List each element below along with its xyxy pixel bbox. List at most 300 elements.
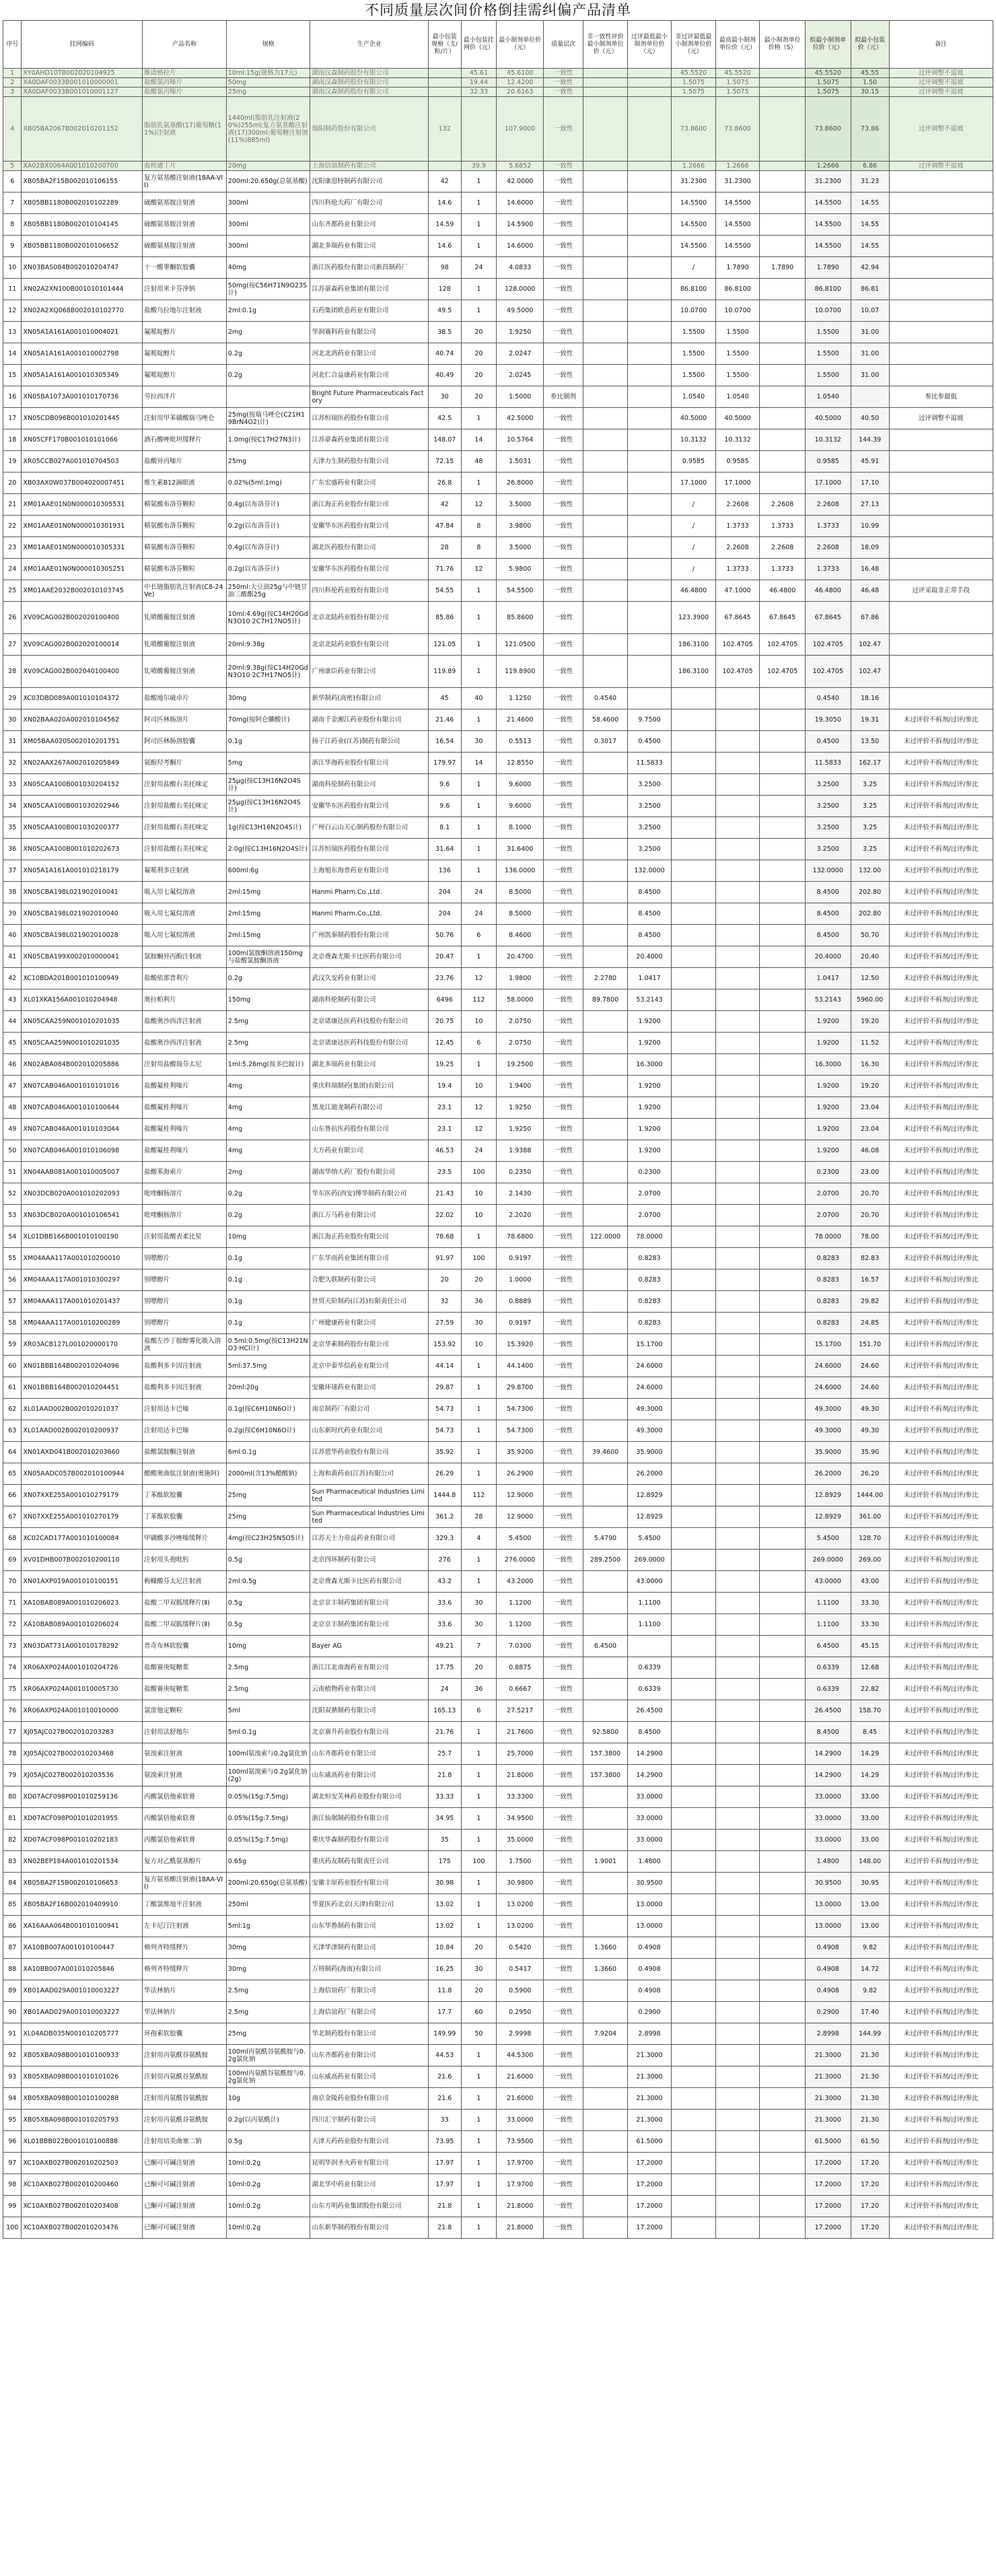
table-cell: 0.4500 (627, 731, 672, 753)
table-cell: 未过评价不拆剂/过评/参比 (889, 2131, 993, 2153)
table-cell: 33.6 (428, 1614, 461, 1636)
table-cell: 一致性 (544, 2174, 583, 2196)
table-cell: 21.6000 (497, 2066, 544, 2088)
table-row (3, 968, 993, 989)
table-cell: 丙酸氯倍他索软膏 (143, 1830, 227, 1851)
table-cell: 50.70 (851, 925, 889, 946)
table-cell: XN05CFF170B001010101066 (22, 429, 143, 451)
table-cell: / (672, 537, 716, 559)
table-cell: 276 (428, 1550, 461, 1571)
table-cell: 34 (3, 796, 22, 817)
table-cell: 四川科伦大药厂有限公司 (310, 193, 428, 214)
table-cell: 0.9585 (805, 451, 851, 473)
table-cell: / (672, 516, 716, 537)
table-cell: 6ml:0.1g (226, 1442, 310, 1463)
table-cell (583, 300, 628, 322)
table-cell: 144.99 (851, 2023, 889, 2045)
table-cell: 未过评价不拆剂/过评/参比 (889, 1743, 993, 1765)
table-cell: 2.1430 (497, 1183, 544, 1205)
table-cell (672, 2088, 716, 2110)
table-cell: 1 (461, 2174, 497, 2196)
table-cell (715, 2217, 760, 2239)
table-cell (760, 1420, 806, 1442)
table-cell: 72.15 (428, 451, 461, 473)
table-cell: 61.50 (851, 2131, 889, 2153)
table-cell (760, 343, 806, 365)
table-cell (760, 451, 806, 473)
table-cell: XN05CBA198L021902010041 (22, 882, 143, 903)
table-body (3, 69, 993, 2239)
table-cell: 华夏医药北京(天津)有限公司 (310, 1894, 428, 1916)
table-cell: 盐酸左沙丁胺醇雾化吸入溶液 (143, 1334, 227, 1356)
table-cell: 29.8700 (497, 1377, 544, 1399)
table-cell (760, 903, 806, 925)
table-cell: 128 (428, 279, 461, 300)
table-cell (760, 1506, 806, 1528)
table-cell (760, 1873, 806, 1894)
table-cell: 别嘌醇片 (143, 1313, 227, 1334)
table-cell: 33.00 (851, 1830, 889, 1851)
table-row (3, 451, 993, 473)
table-cell: 一致性 (544, 1205, 583, 1226)
table-cell (672, 1873, 716, 1894)
table-cell (715, 2196, 760, 2217)
table-cell (760, 1291, 806, 1313)
table-cell: 10.99 (851, 516, 889, 537)
table-cell: 未过评价不拆剂/过评/参比 (889, 1636, 993, 1657)
table-cell: 一致性 (544, 300, 583, 322)
table-cell: 吸入用七氟烷溶液 (143, 903, 227, 925)
table-cell (715, 1916, 760, 1937)
table-cell: 45.5520 (715, 69, 760, 78)
table-cell: 95 (3, 2110, 22, 2131)
table-cell: 一致性 (544, 753, 583, 774)
table-cell (627, 97, 672, 162)
table-cell (583, 1463, 628, 1485)
table-cell: XA16AAA064B001010100941 (22, 1916, 143, 1937)
table-cell: 13.0000 (805, 1894, 851, 1916)
table-cell (672, 688, 716, 709)
table-cell: 21.30 (851, 2045, 889, 2066)
table-cell: 1 (461, 236, 497, 257)
table-cell (715, 688, 760, 709)
table-row (3, 709, 993, 731)
table-cell (672, 1614, 716, 1636)
table-cell: 30.95 (851, 1873, 889, 1894)
table-cell (851, 386, 889, 408)
table-cell: 14.5500 (805, 193, 851, 214)
table-cell: 148.07 (428, 429, 461, 451)
table-cell: 15.1700 (805, 1334, 851, 1356)
table-cell: 未过评价不拆剂/过评/参比 (889, 903, 993, 925)
table-cell: 35 (3, 817, 22, 839)
table-cell: 劳拉西泮片 (143, 386, 227, 408)
table-cell: 0.4908 (805, 1959, 851, 1980)
table-cell: 注射用盐酸右美托咪定 (143, 839, 227, 860)
table-cell: 1 (461, 1722, 497, 1743)
table-cell: 24.6000 (627, 1377, 672, 1399)
table-cell: 60 (461, 2002, 497, 2023)
table-cell: 未过评价不拆剂/过评/参比 (889, 1830, 993, 1851)
table-cell: 河北北鸿药业有限公司 (310, 343, 428, 365)
table-cell: XN05BA1073A001010170736 (22, 386, 143, 408)
table-cell: 0.5420 (497, 1937, 544, 1959)
table-cell: 26.8 (428, 473, 461, 494)
table-row (3, 1356, 993, 1377)
table-cell: 注射用盐酸表柔比星 (143, 1226, 227, 1248)
table-cell: 0.4g(以布洛芬计) (226, 494, 310, 516)
table-cell: 1 (461, 817, 497, 839)
table-cell (627, 78, 672, 88)
table-cell: 一致性 (544, 1636, 583, 1657)
table-cell: 盐酸依那普利片 (143, 968, 227, 989)
table-cell: 43.0000 (627, 1571, 672, 1593)
table-cell: 23.04 (851, 1119, 889, 1140)
table-cell: 28 (461, 1506, 497, 1528)
table-cell: 17.2000 (805, 2174, 851, 2196)
table-cell (889, 656, 993, 688)
table-cell: 42.94 (851, 257, 889, 279)
table-cell: 江苏豪森药业集团有限公司 (310, 429, 428, 451)
table-cell: 14.2900 (805, 1743, 851, 1765)
table-cell: 1.5031 (497, 451, 544, 473)
table-cell: 未过评价不拆剂/过评/参比 (889, 946, 993, 968)
table-cell: 一致性 (544, 1980, 583, 2002)
table-cell: 36 (461, 1291, 497, 1313)
table-cell: XC10AXB027B002010200460 (22, 2174, 143, 2196)
table-cell: 1 (461, 860, 497, 882)
table-cell: 盐酸异丙嗪片 (143, 451, 227, 473)
table-cell: 20 (461, 386, 497, 408)
table-cell (760, 1011, 806, 1033)
table-cell: 36 (3, 839, 22, 860)
table-cell: XN01BBB164B002010204451 (22, 1377, 143, 1399)
table-cell (715, 1291, 760, 1313)
table-cell: 23.1 (428, 1119, 461, 1140)
table-cell: 10ml:0.2g (226, 2196, 310, 2217)
table-cell: 5ml:37.5mg (226, 1356, 310, 1377)
table-cell: 151.70 (851, 1334, 889, 1356)
table-cell (889, 193, 993, 214)
table-row (3, 537, 993, 559)
table-cell: 一致性 (544, 1916, 583, 1937)
table-cell: 23.04 (851, 1097, 889, 1119)
table-cell: 21.3000 (627, 2088, 672, 2110)
table-cell: 1 (461, 709, 497, 731)
table-cell (889, 559, 993, 580)
table-cell: 30 (461, 1614, 497, 1636)
table-cell: 78 (3, 1743, 22, 1765)
table-cell: 16.48 (851, 559, 889, 580)
table-cell: 山东鲁抗医药股份有限公司 (310, 1119, 428, 1140)
table-cell: 14.5500 (672, 236, 716, 257)
table-cell: 20 (428, 1269, 461, 1291)
table-cell (760, 731, 806, 753)
table-cell: XM04AAA117A001010200010 (22, 1248, 143, 1269)
table-cell: XN07CAB046A001010100644 (22, 1097, 143, 1119)
table-cell (715, 1269, 760, 1291)
table-cell: 13.0200 (497, 1916, 544, 1937)
table-cell (715, 2174, 760, 2196)
table-cell: 精氨酸布洛芬颗粒 (143, 559, 227, 580)
table-cell: 一致性 (544, 1076, 583, 1097)
table-cell (583, 2174, 628, 2196)
table-cell: 2000ml(含13%醋酸钠) (226, 1463, 310, 1485)
table-cell (715, 1377, 760, 1399)
table-cell: 20ml:9.38g (226, 634, 310, 656)
table-cell: 一致性 (544, 1011, 583, 1033)
table-cell (583, 343, 628, 365)
table-row (3, 1226, 993, 1248)
table-cell: 13.02 (428, 1916, 461, 1937)
table-cell: 11.8 (428, 1980, 461, 2002)
table-row (3, 88, 993, 97)
table-cell: 9.82 (851, 1980, 889, 2002)
table-cell (889, 537, 993, 559)
table-cell (760, 946, 806, 968)
table-cell (760, 2002, 806, 2023)
table-cell: 2.9998 (497, 2023, 544, 2045)
table-cell: 100ml氯胺酮溶液150mg与盐酸氯胺酮溶液 (226, 946, 310, 968)
table-cell (715, 968, 760, 989)
table-cell: 1 (461, 1830, 497, 1851)
table-cell (715, 1722, 760, 1743)
table-row (3, 1743, 993, 1765)
table-cell: 未过评价不拆剂/过评/参比 (889, 839, 993, 860)
table-cell: 1 (461, 473, 497, 494)
table-cell: 31.00 (851, 343, 889, 365)
table-cell: 未过评价不拆剂/过评/参比 (889, 1205, 993, 1226)
table-cell: 25μg(按C13H16N2O4S计) (226, 796, 310, 817)
table-cell: 54.7300 (497, 1420, 544, 1442)
column-header: 非一致性评价最小制剂单位价（元） (583, 21, 628, 69)
table-cell: 注射用盐酸右美托咪定 (143, 817, 227, 839)
table-cell: 12 (461, 494, 497, 516)
table-cell: 未过评价不拆剂/过评/参比 (889, 1269, 993, 1291)
table-row (3, 1119, 993, 1140)
table-cell: 新华制药(高密)有限公司 (310, 688, 428, 709)
table-cell: 49.30 (851, 1399, 889, 1420)
table-cell (627, 193, 672, 214)
table-cell: 2mg (226, 322, 310, 343)
table-cell (760, 193, 806, 214)
table-cell: 17.2000 (627, 2153, 672, 2174)
table-cell: 59 (3, 1334, 22, 1356)
table-cell (672, 1808, 716, 1830)
table-cell: 8.1 (428, 817, 461, 839)
table-cell: 89.7800 (583, 989, 628, 1011)
table-cell: 0.1g(按C6H10N6O计) (226, 1399, 310, 1420)
table-cell: 21.8 (428, 2217, 461, 2239)
table-cell: XC10BDA201B001010100949 (22, 968, 143, 989)
table-cell (627, 559, 672, 580)
table-cell: 67.8645 (760, 602, 806, 634)
table-cell: 复方对乙酰氨基酚片 (143, 1851, 227, 1873)
table-cell: 25mg (226, 88, 310, 97)
table-cell (627, 322, 672, 343)
table-cell: 12.8929 (627, 1506, 672, 1528)
table-cell: 2ml:15mg (226, 903, 310, 925)
table-cell (760, 860, 806, 882)
table-cell: 10.07 (851, 300, 889, 322)
table-cell: 9.6 (428, 774, 461, 796)
table-cell: 未过评价不拆剂/过评/参比 (889, 2066, 993, 2088)
table-cell: 1ml:5.26mg(按多巴胺计) (226, 1054, 310, 1076)
table-cell: 21.3000 (627, 2045, 672, 2066)
table-cell (672, 1119, 716, 1140)
table-cell (715, 2131, 760, 2153)
table-cell: 157.3800 (583, 1765, 628, 1786)
table-row (3, 386, 993, 408)
table-cell: 2.0700 (805, 1205, 851, 1226)
table-cell: 17.2000 (805, 2153, 851, 2174)
table-cell: 0.2g(以丙氨酰计) (226, 2110, 310, 2131)
table-cell: 1.9388 (497, 1140, 544, 1162)
table-cell: 盐酸苯海索片 (143, 1162, 227, 1183)
table-cell: 27 (3, 634, 22, 656)
table-cell: 盐酸奥沙西泮注射液 (143, 1011, 227, 1033)
column-header: 挂网编码 (22, 21, 143, 69)
table-cell: 10ml:4.69g(按C14H20GdN3O10·2C7H17NO5计) (226, 602, 310, 634)
table-cell (583, 162, 628, 171)
table-cell: 一致性 (544, 88, 583, 97)
table-cell: 未过评价不拆剂/过评/参比 (889, 1420, 993, 1442)
table-cell: 0.2300 (805, 1162, 851, 1183)
table-cell: 一致性 (544, 1463, 583, 1485)
table-cell: 63 (3, 1420, 22, 1442)
table-cell: 12 (461, 1119, 497, 1140)
table-row (3, 2131, 993, 2153)
table-cell: 150mg (226, 989, 310, 1011)
table-cell: 21.6000 (497, 2088, 544, 2110)
table-cell (889, 236, 993, 257)
table-cell: 21.3000 (805, 2045, 851, 2066)
table-cell: 一致性 (544, 2066, 583, 2088)
table-cell: 2.0247 (497, 343, 544, 365)
table-cell: 江苏恒瑞医药股份有限公司 (310, 839, 428, 860)
table-cell: XV01DHB007B002010200110 (22, 1550, 143, 1571)
table-cell (672, 925, 716, 946)
table-cell: 氯雷他定颗粒 (143, 1700, 227, 1722)
table-cell: 60 (3, 1356, 22, 1377)
table-cell: 一致性 (544, 709, 583, 731)
table-cell (583, 2217, 628, 2239)
table-cell: 20 (461, 1980, 497, 2002)
table-cell (583, 2088, 628, 2110)
table-cell: 47.1000 (715, 580, 760, 602)
table-cell: 氟哌啶醇片 (143, 322, 227, 343)
table-cell (583, 656, 628, 688)
table-cell: 一致性 (544, 1786, 583, 1808)
table-cell: 0.8283 (627, 1313, 672, 1334)
table-cell: 14.5500 (805, 236, 851, 257)
table-cell (715, 1528, 760, 1550)
table-cell: 1.5500 (805, 322, 851, 343)
table-cell: 安徽华东医药股份有限公司 (310, 516, 428, 537)
table-cell: 0.6339 (627, 1679, 672, 1700)
table-cell: XN05CBA198L021902010040 (22, 903, 143, 925)
table-row (3, 925, 993, 946)
table-cell: XJ05AJC027B002010203283 (22, 1722, 143, 1743)
table-cell: 40 (3, 925, 22, 946)
table-cell: 0.3017 (583, 731, 628, 753)
table-cell: 未过评价不拆剂/过评/参比 (889, 1054, 993, 1076)
table-cell: XM04AAA117A001010300297 (22, 1269, 143, 1291)
table-cell (672, 1571, 716, 1593)
table-cell (226, 386, 310, 408)
table-cell (672, 1657, 716, 1679)
table-cell: 8.4500 (627, 903, 672, 925)
table-cell: 8.4500 (805, 1722, 851, 1743)
table-cell: 31.2300 (805, 171, 851, 193)
table-cell (760, 1119, 806, 1140)
table-cell (715, 753, 760, 774)
table-cell: 25mg(按瑞马唑仑(C21H19BrN4O2)计) (226, 408, 310, 429)
table-cell (672, 2217, 716, 2239)
table-cell: 58.0000 (497, 989, 544, 1011)
table-row (3, 1894, 993, 1916)
table-cell: XC03DBD089A001010104372 (22, 688, 143, 709)
table-cell: 一致性 (544, 69, 583, 78)
table-cell: 过评调整不退坡 (889, 88, 993, 97)
table-cell: Sun Pharmaceutical Industries Limited (310, 1506, 428, 1528)
table-cell: 112 (461, 989, 497, 1011)
table-cell: 安徽环球药业有限公司 (310, 1377, 428, 1399)
table-cell: 1g(按C13H16N2O4S计) (226, 817, 310, 839)
table-row (3, 214, 993, 236)
table-cell: 14.5900 (497, 214, 544, 236)
table-row (3, 1765, 993, 1786)
table-cell: 3.25 (851, 817, 889, 839)
table-cell: 浙江医药股份有限公司新昌制药厂 (310, 257, 428, 279)
table-cell: 北京北陆药业股份有限公司 (310, 602, 428, 634)
table-cell: 未过评价不拆剂/过评/参比 (889, 817, 993, 839)
table-cell: 132.0000 (805, 860, 851, 882)
table-cell: 42 (3, 968, 22, 989)
table-cell: 一致性 (544, 1054, 583, 1076)
table-cell: XL01BBB022B001010100888 (22, 2131, 143, 2153)
table-cell: 丙酸氯倍他索软膏 (143, 1786, 227, 1808)
table-cell: 1.4800 (627, 1851, 672, 1873)
table-cell (889, 343, 993, 365)
table-cell: 49 (3, 1119, 22, 1140)
table-row (3, 322, 993, 343)
table-cell: 硫酸氨基胺注射液 (143, 236, 227, 257)
table-cell: 40.5000 (805, 408, 851, 429)
table-cell (583, 1980, 628, 2002)
table-cell: 14.5500 (672, 193, 716, 214)
table-cell (672, 1528, 716, 1550)
table-cell: 12.8550 (497, 753, 544, 774)
table-cell: 26.4500 (627, 1700, 672, 1722)
table-row (3, 1399, 993, 1420)
table-cell (672, 1485, 716, 1506)
table-cell: 0.8283 (627, 1291, 672, 1313)
table-cell: 20mg (226, 162, 310, 171)
table-cell: 未过评价不拆剂/过评/参比 (889, 1463, 993, 1485)
table-cell: 65 (3, 1463, 22, 1485)
table-cell: 10g (226, 2088, 310, 2110)
table-cell (760, 1916, 806, 1937)
table-cell: 2 (3, 78, 22, 88)
table-cell: XN05A1A161A001010305349 (22, 365, 143, 386)
table-cell: 61 (3, 1377, 22, 1399)
table-cell (627, 1636, 672, 1657)
table-cell: 一致性 (544, 968, 583, 989)
table-cell: 20.40 (851, 946, 889, 968)
table-cell (672, 709, 716, 731)
table-cell: 湖南汉森制药股份有限公司 (310, 78, 428, 88)
